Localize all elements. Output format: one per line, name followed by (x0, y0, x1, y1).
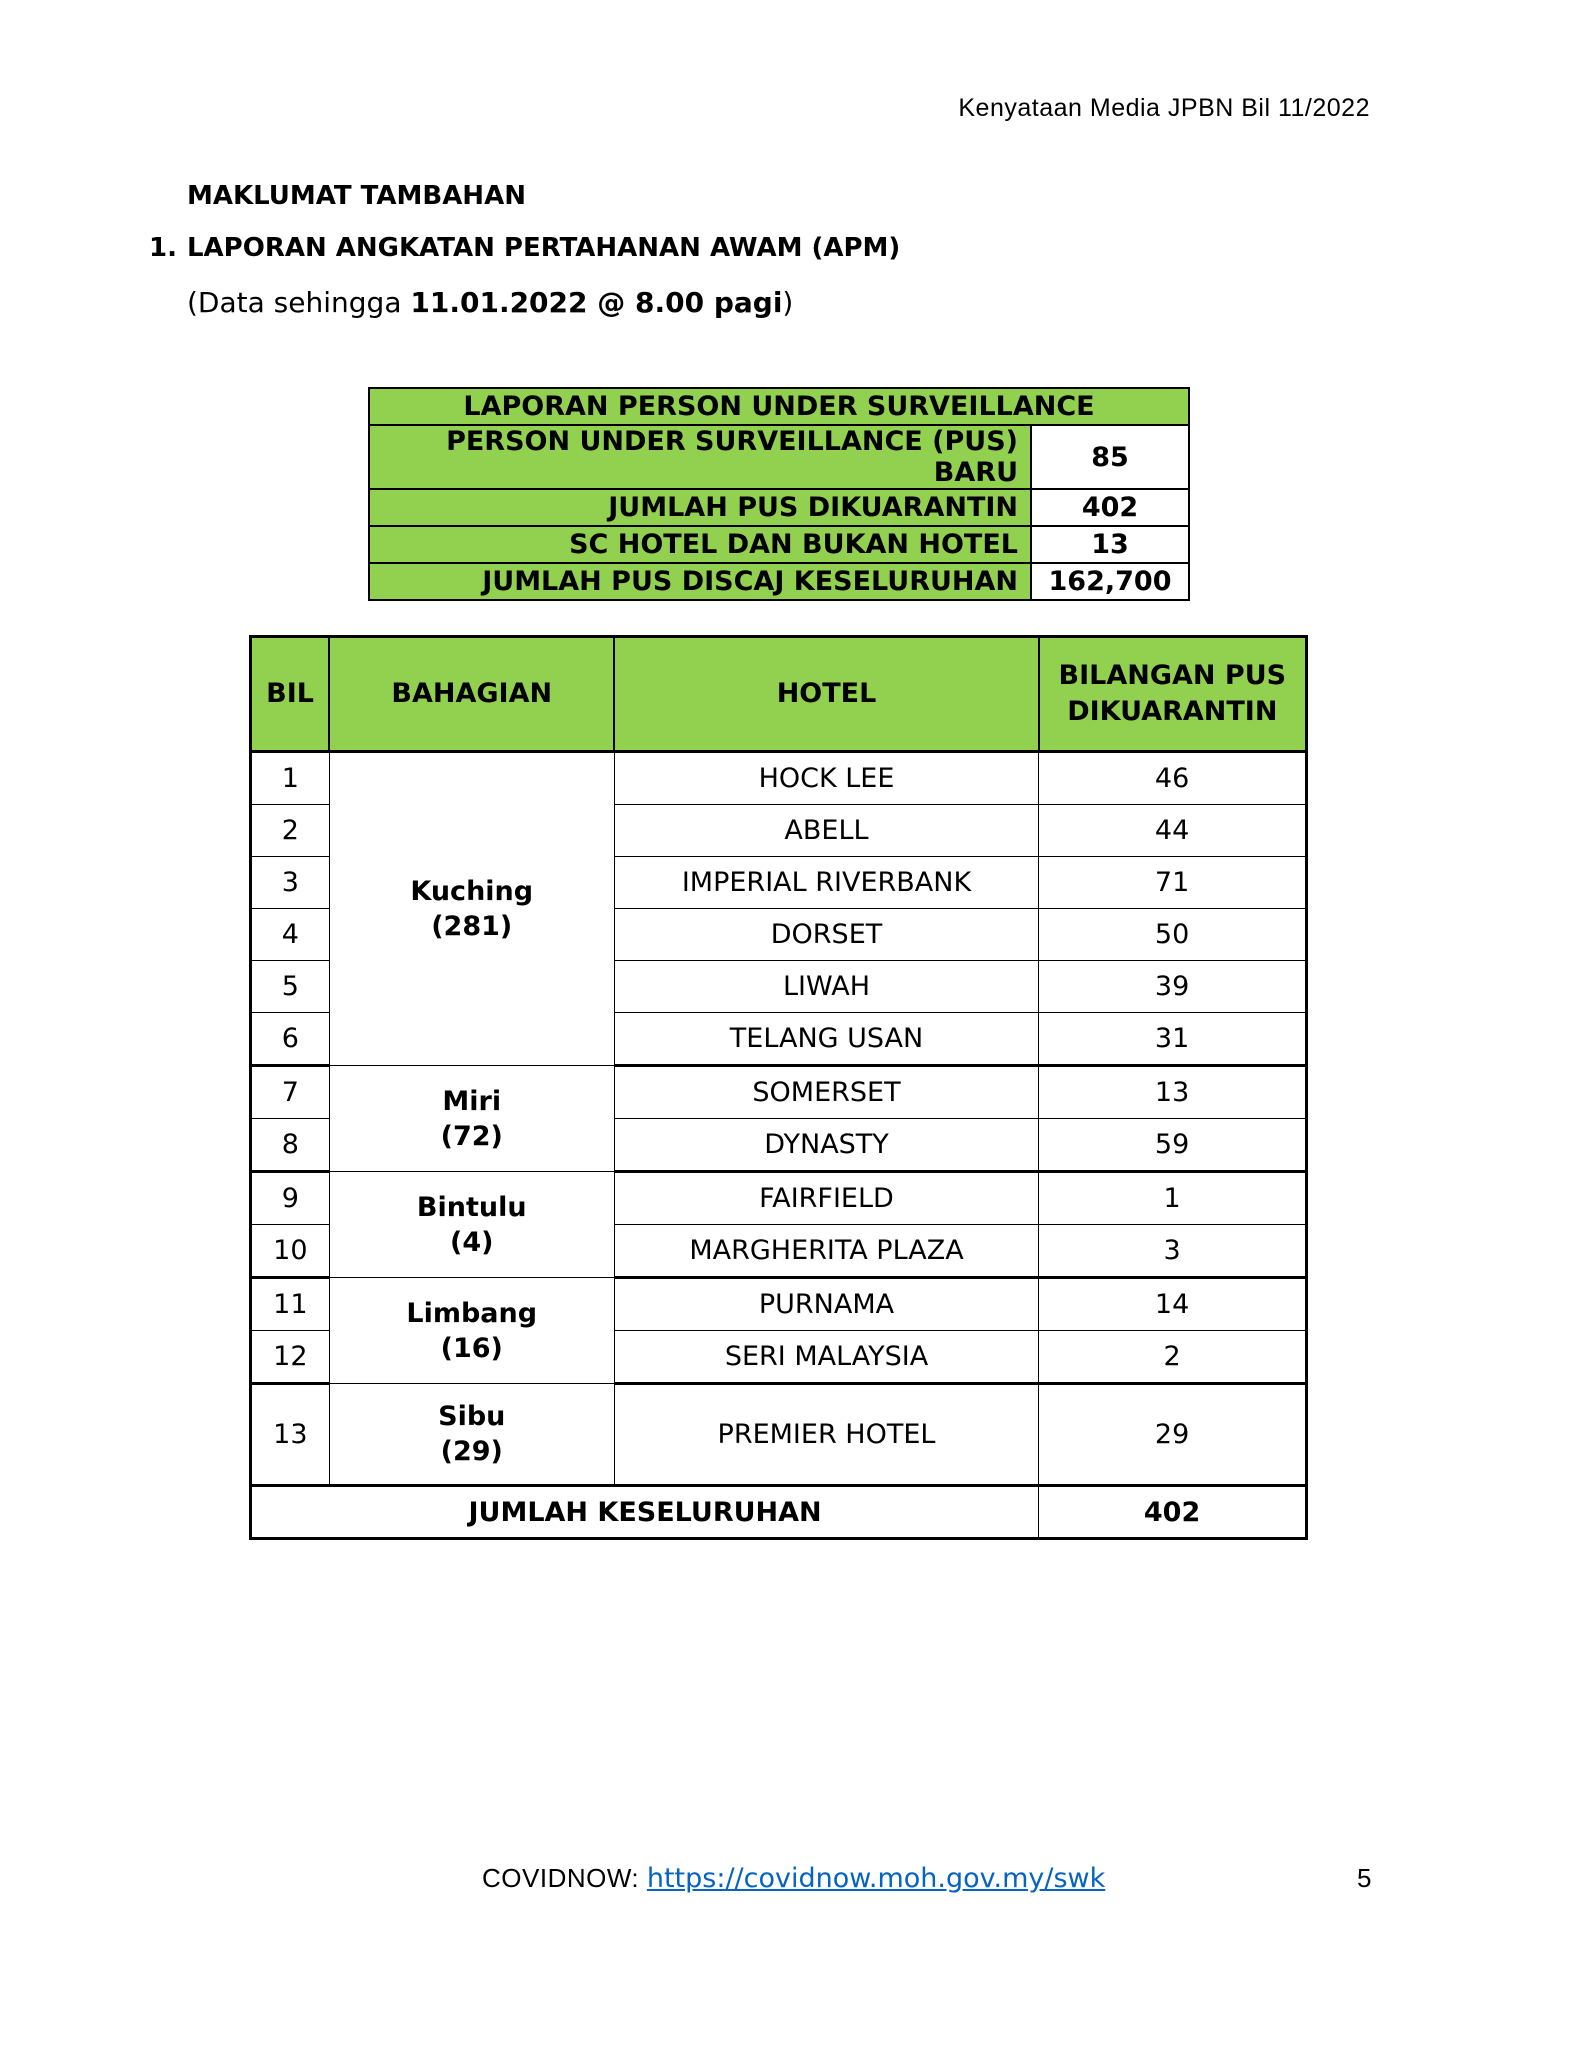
hotel-cell: DYNASTY (614, 1119, 1038, 1172)
division-name: Miri (442, 1085, 502, 1117)
hotel-cell: PURNAMA (614, 1278, 1038, 1331)
hotel-cell: ABELL (614, 805, 1038, 857)
bil-cell: 5 (251, 961, 330, 1013)
table-row (251, 1066, 1307, 1119)
division-name: Sibu (438, 1401, 506, 1432)
pus-cell: 3 (1039, 1225, 1307, 1278)
bil-cell: 6 (251, 1013, 330, 1066)
hotel-cell: PREMIER HOTEL (614, 1384, 1038, 1486)
pus-cell: 46 (1039, 752, 1307, 805)
bil-cell: 7 (251, 1066, 330, 1119)
table-header-row (251, 637, 1307, 752)
hotel-cell: HOCK LEE (614, 752, 1038, 805)
hotel-cell: MARGHERITA PLAZA (614, 1225, 1038, 1278)
pus-cell: 31 (1039, 1013, 1307, 1066)
summary-title-row (369, 388, 1189, 425)
bil-cell: 4 (251, 909, 330, 961)
hotel-table (249, 635, 1308, 1540)
table-row (251, 752, 1307, 805)
page-header: Kenyataan Media JPBN Bil 11/2022 (958, 94, 1370, 122)
bil-cell: 12 (251, 1331, 330, 1384)
item-heading (149, 233, 900, 263)
bil-cell: 10 (251, 1225, 330, 1278)
bil-cell: 11 (251, 1278, 330, 1331)
data-note (187, 286, 793, 319)
hotel-cell: SOMERSET (614, 1066, 1038, 1119)
summary-label: JUMLAH PUS DISCAJ KESELURUHAN (369, 563, 1031, 600)
pus-cell: 13 (1039, 1066, 1307, 1119)
division-cell (329, 1278, 614, 1384)
summary-value: 162,700 (1031, 563, 1189, 600)
data-note-prefix: (Data sehingga (187, 286, 411, 319)
total-value: 402 (1039, 1486, 1307, 1539)
table-row (251, 1384, 1307, 1486)
summary-table (368, 387, 1190, 601)
pus-cell: 29 (1039, 1384, 1307, 1486)
bil-cell: 1 (251, 752, 330, 805)
section-title: MAKLUMAT TAMBAHAN (187, 181, 526, 211)
division-total: (4) (450, 1226, 494, 1258)
division-total: (16) (440, 1332, 503, 1364)
hotel-cell: SERI MALAYSIA (614, 1331, 1038, 1384)
division-total: (29) (440, 1436, 503, 1467)
bil-cell: 9 (251, 1172, 330, 1225)
pus-cell: 14 (1039, 1278, 1307, 1331)
division-cell (329, 1172, 614, 1278)
header-pus (1039, 637, 1307, 752)
header-hotel: HOTEL (614, 637, 1038, 752)
summary-row (369, 563, 1189, 600)
summary-row (369, 489, 1189, 526)
covidnow-link[interactable]: https://covidnow.moh.gov.my/swk (646, 1863, 1106, 1894)
header-pus-line2: DIKUARANTIN (1067, 696, 1278, 727)
total-label: JUMLAH KESELURUHAN (251, 1486, 1039, 1539)
division-cell (329, 1384, 614, 1486)
division-name: Bintulu (416, 1191, 527, 1223)
summary-value: 85 (1031, 425, 1189, 489)
item-title: LAPORAN ANGKATAN PERTAHANAN AWAM (APM) (186, 233, 901, 263)
pus-cell: 1 (1039, 1172, 1307, 1225)
pus-cell: 44 (1039, 805, 1307, 857)
division-total: (72) (440, 1120, 503, 1152)
summary-value: 13 (1031, 526, 1189, 563)
summary-row (369, 526, 1189, 563)
bil-cell: 8 (251, 1119, 330, 1172)
header-bil: BIL (251, 637, 330, 752)
table-row (251, 1172, 1307, 1225)
division-total: (281) (431, 911, 513, 942)
page-number: 5 (1357, 1863, 1372, 1893)
hotel-cell: TELANG USAN (614, 1013, 1038, 1066)
hotel-cell: FAIRFIELD (614, 1172, 1038, 1225)
division-cell (329, 752, 614, 1066)
summary-label: PERSON UNDER SURVEILLANCE (PUS) BARU (369, 425, 1031, 489)
pus-cell: 39 (1039, 961, 1307, 1013)
summary-label: JUMLAH PUS DIKUARANTIN (369, 489, 1031, 526)
bil-cell: 3 (251, 857, 330, 909)
pus-cell: 71 (1039, 857, 1307, 909)
summary-label: SC HOTEL DAN BUKAN HOTEL (369, 526, 1031, 563)
pus-cell: 59 (1039, 1119, 1307, 1172)
table-row (251, 1278, 1307, 1331)
summary-row (369, 425, 1189, 489)
footer-label: COVIDNOW: (482, 1863, 647, 1893)
bil-cell: 2 (251, 805, 330, 857)
bil-cell: 13 (251, 1384, 330, 1486)
total-row (251, 1486, 1307, 1539)
data-note-date: 11.01.2022 @ 8.00 pagi (410, 286, 783, 319)
header-bahagian: BAHAGIAN (329, 637, 614, 752)
division-name: Kuching (410, 876, 534, 907)
hotel-cell: LIWAH (614, 961, 1038, 1013)
division-name: Limbang (406, 1297, 538, 1329)
hotel-cell: IMPERIAL RIVERBANK (614, 857, 1038, 909)
item-number: 1. (149, 233, 177, 263)
summary-title: LAPORAN PERSON UNDER SURVEILLANCE (369, 388, 1189, 425)
hotel-cell: DORSET (614, 909, 1038, 961)
summary-value: 402 (1031, 489, 1189, 526)
data-note-suffix: ) (782, 286, 794, 319)
footer (482, 1863, 1105, 1894)
pus-cell: 50 (1039, 909, 1307, 961)
pus-cell: 2 (1039, 1331, 1307, 1384)
division-cell (329, 1066, 614, 1172)
header-pus-line1: BILANGAN PUS (1058, 660, 1287, 691)
